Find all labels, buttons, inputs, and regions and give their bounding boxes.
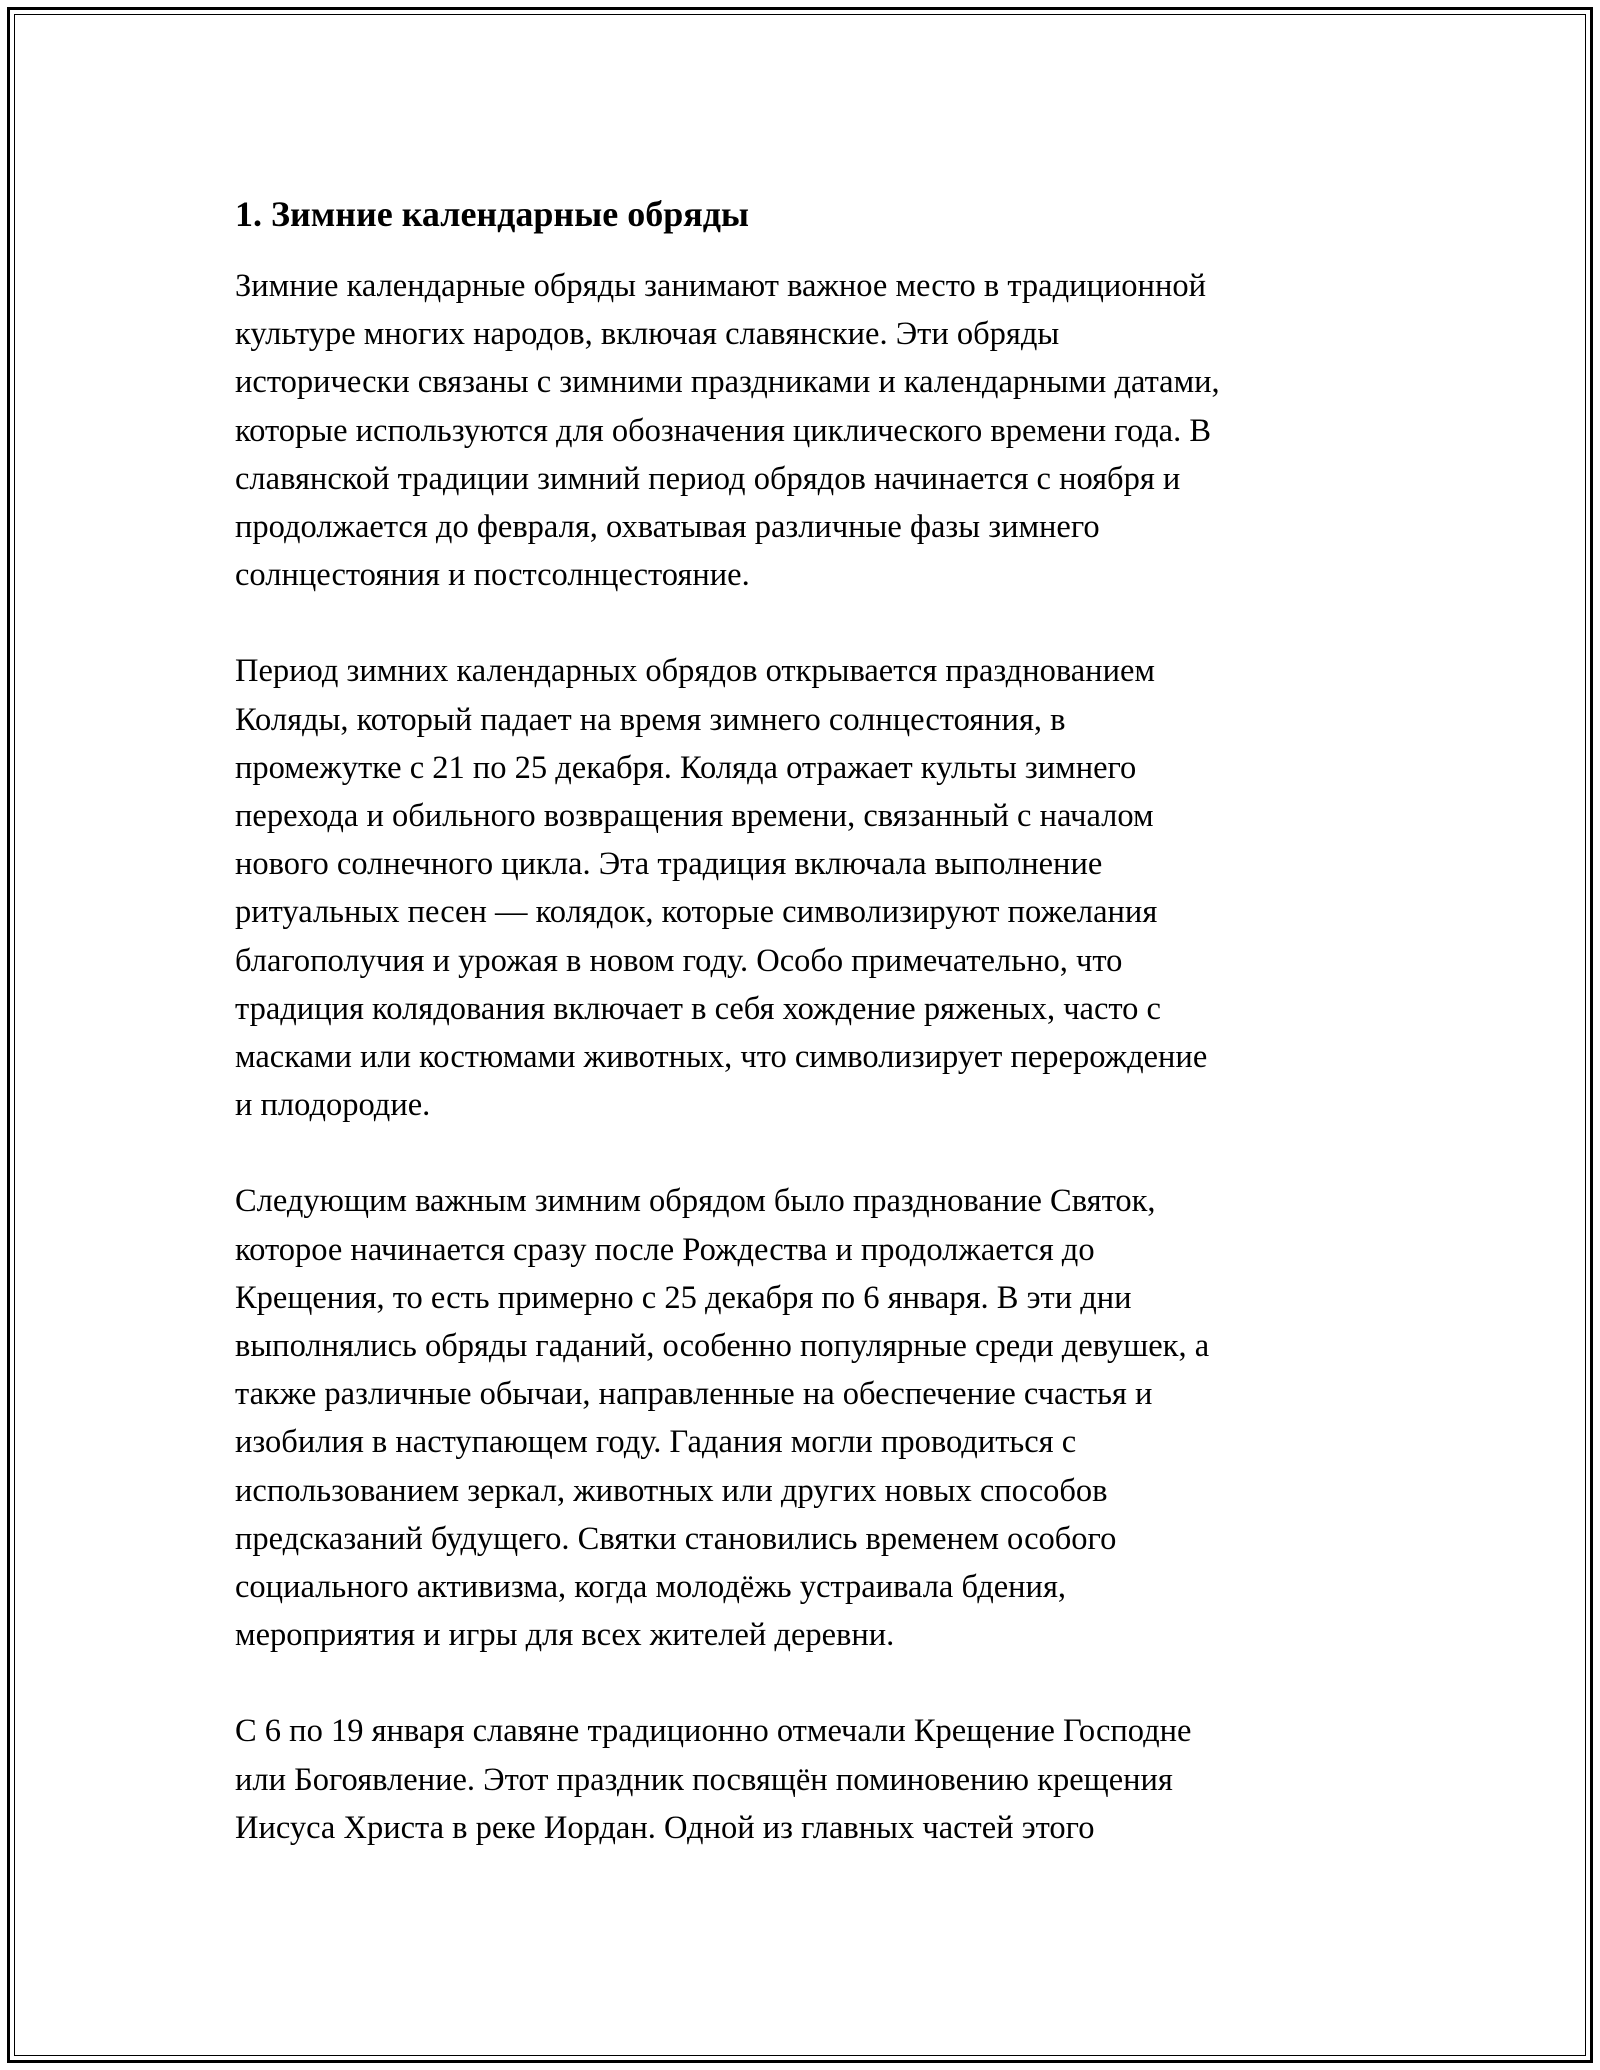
text-line: нового солнечного цикла. Эта традиция включала выполнение: [235, 846, 1103, 883]
text-line: мероприятия и игры для всех жителей деревни.: [235, 1617, 895, 1654]
text-line: предсказаний будущего. Святки становились временем особого: [235, 1520, 1117, 1557]
text-line: которые используются для обозначения циклического времени года. В: [235, 412, 1212, 449]
text-line: Иисуса Христа в реке Иордан. Одной из главных частей этого: [235, 1809, 1095, 1846]
text-line: или Богоявление. Этот праздник посвящён поминовению крещения: [235, 1761, 1173, 1798]
text-line: масками или костюмами животных, что символизирует перерождение: [235, 1039, 1208, 1076]
text-line: Следующим важным зимним обрядом было празднование Святок,: [235, 1183, 1156, 1220]
document-body: [235, 186, 1365, 1900]
text-line: С 6 по 19 января славяне традиционно отмечали Крещение Господне: [235, 1713, 1192, 1750]
text-line: Крещения, то есть примерно с 25 декабря по 6 января. В эти дни: [235, 1279, 1132, 1316]
text-line: Коляды, который падает на время зимнего солнцестояния, в: [235, 701, 1066, 738]
text-line: продолжается до февраля, охватывая различные фазы зимнего: [235, 509, 1100, 546]
paragraph-kreshchenie: [235, 1707, 1365, 1852]
text-line: Зимние календарные обряды занимают важное место в традиционной: [235, 268, 1206, 304]
paragraph-intro: [235, 262, 1365, 599]
text-line: ритуальных песен — колядок, которые символизируют пожелания: [235, 894, 1158, 931]
text-line: благополучия и урожая в новом году. Особо примечательно, что: [235, 942, 1123, 979]
section-heading: 1. Зимние календарные обряды: [235, 194, 750, 234]
text-line: солнцестояния и постсолнцестояние.: [235, 557, 750, 594]
paragraph-svyatki: [235, 1177, 1365, 1659]
text-line: и плодородие.: [235, 1087, 431, 1124]
text-line: культуре многих народов, включая славянские. Эти обряды: [235, 316, 1060, 353]
text-line: изобилия в наступающем году. Гадания могли проводиться с: [235, 1424, 1077, 1461]
text-line: Период зимних календарных обрядов открывается празднованием: [235, 653, 1155, 690]
text-line: традиция колядования включает в себя хождение ряженых, часто с: [235, 990, 1161, 1027]
text-line: социального активизма, когда молодёжь устраивала бдения,: [235, 1569, 1067, 1606]
text-line: которое начинается сразу после Рождества и продолжается до: [235, 1231, 1095, 1268]
text-line: использованием зеркал, животных или других новых способов: [235, 1472, 1108, 1509]
paragraph-kolyada: [235, 647, 1365, 1129]
text-line: перехода и обильного возвращения времени, связанный с началом: [235, 798, 1154, 835]
text-line: славянской традиции зимний период обрядов начинается с ноября и: [235, 460, 1181, 497]
text-line: исторически связаны с зимними праздниками и календарными датами,: [235, 364, 1220, 401]
text-line: промежутке с 21 по 25 декабря. Коляда отражает культы зимнего: [235, 749, 1137, 786]
text-line: выполнялись обряды гаданий, особенно популярные среди девушек, а: [235, 1328, 1210, 1365]
text-line: также различные обычаи, направленные на обеспечение счастья и: [235, 1376, 1153, 1413]
